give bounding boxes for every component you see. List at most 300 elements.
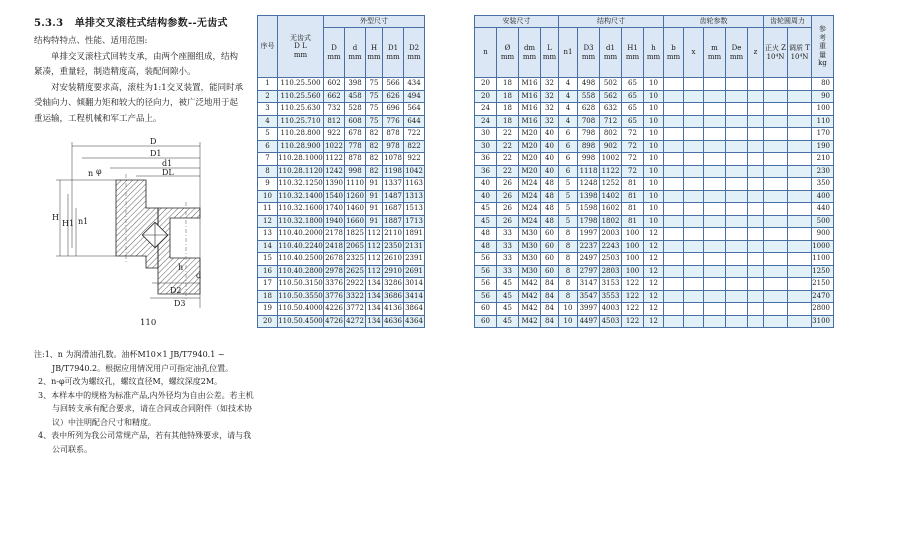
table-cell-empty	[764, 278, 788, 291]
table-cell-weight: 170	[812, 128, 834, 141]
table-cell: 3376	[324, 278, 345, 291]
table-cell-empty	[726, 90, 748, 103]
table-cell-empty	[764, 315, 788, 328]
table-row	[475, 90, 834, 103]
table-cell: 1242	[324, 165, 345, 178]
table-cell: 26	[497, 190, 519, 203]
table-cell: 122	[622, 315, 644, 328]
table-cell-empty	[788, 303, 812, 316]
inner-ring-section	[158, 208, 200, 294]
table-cell: 3	[258, 103, 278, 116]
table-cell-empty	[748, 265, 764, 278]
table-row	[475, 78, 834, 91]
table-cell: 434	[404, 78, 425, 91]
table-cell: 40	[541, 140, 559, 153]
table-cell-empty	[684, 265, 704, 278]
table-cell-empty	[748, 290, 764, 303]
table-cell-empty	[764, 253, 788, 266]
table-cell: 558	[578, 90, 600, 103]
table-cell: 100	[622, 253, 644, 266]
table-cell: 6	[559, 153, 578, 166]
table-cell: 84	[541, 278, 559, 291]
table-cell: 110.32.1600	[278, 203, 324, 216]
table-cell-empty	[684, 165, 704, 178]
table-cell: M16	[519, 103, 541, 116]
table-cell: 1110	[345, 178, 366, 191]
table-cell: 722	[404, 128, 425, 141]
header-phi: Ø mm	[497, 28, 519, 78]
table-cell-empty	[748, 215, 764, 228]
table-cell: 91	[366, 215, 383, 228]
table-cell: 15	[258, 253, 278, 266]
table-cell-empty	[664, 153, 684, 166]
table-cell-empty	[764, 103, 788, 116]
table-cell: 11	[258, 203, 278, 216]
table-cell: 40	[541, 128, 559, 141]
table-cell-empty	[764, 203, 788, 216]
table-cell-weight: 1100	[812, 253, 834, 266]
table-cell: 112	[366, 228, 383, 241]
header-n1: n1	[559, 28, 578, 78]
table-cell-empty	[764, 128, 788, 141]
table-cell: 22	[497, 140, 519, 153]
table-cell: 1940	[324, 215, 345, 228]
table-cell: 110.25.710	[278, 115, 324, 128]
table-cell-empty	[788, 153, 812, 166]
table-row	[475, 278, 834, 291]
table-cell: 1	[258, 78, 278, 91]
table-cell: 4226	[324, 303, 345, 316]
table-cell-empty	[664, 315, 684, 328]
table-cell: 2237	[578, 240, 600, 253]
table-cell-empty	[726, 290, 748, 303]
table-cell: 712	[600, 115, 622, 128]
table-cell: 82	[366, 128, 383, 141]
table-cell-empty	[748, 253, 764, 266]
label-DL: DL	[162, 168, 174, 177]
table-cell: 4272	[345, 315, 366, 328]
table-cell: 32	[541, 90, 559, 103]
table-cell: 110.28.800	[278, 128, 324, 141]
table-cell-empty	[788, 103, 812, 116]
table-cell: 33	[497, 265, 519, 278]
table-cell: M20	[519, 165, 541, 178]
table-row	[258, 165, 425, 178]
table-row	[475, 165, 834, 178]
table-cell: 110.25.500	[278, 78, 324, 91]
table-cell-weight: 440	[812, 203, 834, 216]
table-cell: 40	[475, 190, 497, 203]
table-cell: 1602	[600, 203, 622, 216]
table-cell-empty	[764, 265, 788, 278]
table-cell: 798	[578, 128, 600, 141]
notes	[34, 348, 259, 456]
table-cell-empty	[764, 78, 788, 91]
table-cell: 22	[497, 128, 519, 141]
table-cell: 1460	[345, 203, 366, 216]
note-4: 4、表中所列为我公司常规产品，若有其他特殊要求，请与我公司联系。	[38, 431, 252, 454]
table-cell: 662	[324, 90, 345, 103]
table-cell: 56	[475, 265, 497, 278]
table-cell: 3864	[404, 303, 425, 316]
table-cell: 72	[622, 165, 644, 178]
table-cell: 2910	[383, 265, 404, 278]
table-cell-empty	[726, 78, 748, 91]
header-b: b mm	[664, 28, 684, 78]
table-cell-empty	[664, 290, 684, 303]
table-cell: M30	[519, 240, 541, 253]
table-row	[475, 265, 834, 278]
table-cell: 91	[366, 190, 383, 203]
table-row	[258, 278, 425, 291]
table-cell: 18	[258, 290, 278, 303]
table-cell: 1598	[578, 203, 600, 216]
table-cell: 3414	[404, 290, 425, 303]
table-cell: 84	[541, 315, 559, 328]
header-n: n	[475, 28, 497, 78]
table-cell-empty	[664, 140, 684, 153]
table-cell: 65	[622, 103, 644, 116]
table-cell: 60	[475, 315, 497, 328]
table-row	[258, 265, 425, 278]
table-cell: 65	[622, 115, 644, 128]
label-h: h	[178, 263, 184, 272]
table-row	[475, 115, 834, 128]
table-cell: 3776	[324, 290, 345, 303]
table-cell: 100	[622, 240, 644, 253]
intro-para-1: 单排交叉滚柱式回转支承，由两个座圈组成，结构紧凑，重量轻，制造精度高，装配间隙小。	[34, 51, 239, 77]
table-cell: 922	[324, 128, 345, 141]
header-dm: dm mm	[519, 28, 541, 78]
table-cell-empty	[664, 190, 684, 203]
table-cell-empty	[788, 90, 812, 103]
table-row	[258, 240, 425, 253]
bearing-section-drawing	[50, 138, 230, 310]
note-1: 注:1、n 为润滑油孔数。油杯M10×1 JB/T7940.1 ~ JB/T7940.2。根据应用情况用户可指定油孔位置。	[34, 350, 234, 373]
table-cell: 45	[497, 315, 519, 328]
table-cell-empty	[726, 128, 748, 141]
table-cell-empty	[726, 203, 748, 216]
table-cell: 628	[578, 103, 600, 116]
header-H1: H1 mm	[622, 28, 644, 78]
table-cell: 112	[366, 265, 383, 278]
header-D: D mm	[324, 28, 345, 78]
table-cell: 5	[559, 190, 578, 203]
table-cell: 72	[622, 140, 644, 153]
table-cell: 8	[559, 290, 578, 303]
table-cell-empty	[684, 190, 704, 203]
table-cell-empty	[704, 90, 726, 103]
table-cell: 40	[541, 165, 559, 178]
table-cell-empty	[704, 178, 726, 191]
table-cell: 4	[559, 115, 578, 128]
table-cell: 110.28.1120	[278, 165, 324, 178]
left-parameter-table	[257, 15, 425, 328]
table-cell: 19	[258, 303, 278, 316]
table-cell: 18	[497, 90, 519, 103]
table-cell: 82	[366, 165, 383, 178]
table-cell: 1740	[324, 203, 345, 216]
table-cell: 65	[622, 90, 644, 103]
table-row	[258, 115, 425, 128]
table-row	[258, 290, 425, 303]
table-cell-empty	[764, 115, 788, 128]
table-cell: 1487	[383, 190, 404, 203]
table-row	[258, 315, 425, 328]
table-cell: 110.50.4000	[278, 303, 324, 316]
header-no: 序号	[258, 16, 278, 78]
table-cell-empty	[748, 303, 764, 316]
table-cell: 998	[578, 153, 600, 166]
table-cell-empty	[726, 140, 748, 153]
table-cell: 75	[366, 103, 383, 116]
table-cell: 8	[559, 240, 578, 253]
table-cell: 6	[559, 165, 578, 178]
figure-number: 110	[140, 318, 157, 328]
table-cell-empty	[704, 115, 726, 128]
table-cell: M24	[519, 190, 541, 203]
table-cell-empty	[684, 178, 704, 191]
table-cell-empty	[726, 103, 748, 116]
table-cell: 1398	[578, 190, 600, 203]
label-d: d	[196, 271, 202, 280]
table-cell: 1513	[404, 203, 425, 216]
table-cell-empty	[788, 290, 812, 303]
table-cell: 12	[644, 228, 664, 241]
label-D: D	[150, 138, 157, 146]
table-cell: 1825	[345, 228, 366, 241]
table-cell: 45	[475, 215, 497, 228]
table-cell: 2691	[404, 265, 425, 278]
table-cell: 2625	[345, 265, 366, 278]
table-cell: M30	[519, 265, 541, 278]
table-row	[258, 228, 425, 241]
table-cell: 48	[541, 190, 559, 203]
table-row	[258, 90, 425, 103]
table-cell: 20	[475, 78, 497, 91]
table-row	[258, 303, 425, 316]
intro-para-2: 对安装精度要求高，滚柱为1:1交叉装置，能同时承受轴向力、倾翻力矩和较大的径向力，被广泛地用于起重运输，工程机械和军工产品上。	[34, 82, 244, 124]
table-cell: 2503	[600, 253, 622, 266]
table-cell-weight: 1250	[812, 265, 834, 278]
table-cell: M20	[519, 128, 541, 141]
table-cell: 10	[559, 303, 578, 316]
header-gear-parameters: 齿轮参数	[664, 16, 764, 28]
table-cell: 502	[600, 78, 622, 91]
table-cell: 40	[475, 178, 497, 191]
table-cell: 2391	[404, 253, 425, 266]
table-cell: 6	[258, 140, 278, 153]
table-cell: 5	[559, 203, 578, 216]
table-cell: 110.25.630	[278, 103, 324, 116]
table-cell: 626	[383, 90, 404, 103]
table-cell: 12	[644, 240, 664, 253]
header-D3: D3 mm	[578, 28, 600, 78]
table-cell-empty	[748, 103, 764, 116]
table-cell: 56	[475, 253, 497, 266]
table-cell-empty	[764, 90, 788, 103]
header-z: z	[748, 28, 764, 78]
table-cell: M24	[519, 203, 541, 216]
right-subheader-row	[475, 28, 834, 78]
table-cell: 1891	[404, 228, 425, 241]
table-row	[258, 78, 425, 91]
table-cell-weight: 1000	[812, 240, 834, 253]
table-cell: 1002	[600, 153, 622, 166]
table-cell: 10	[644, 78, 664, 91]
header-x: x	[684, 28, 704, 78]
intro-text	[34, 34, 246, 127]
table-row	[258, 253, 425, 266]
table-cell: 878	[383, 128, 404, 141]
table-cell: 48	[475, 228, 497, 241]
table-cell-empty	[664, 215, 684, 228]
table-cell-empty	[764, 215, 788, 228]
table-cell-empty	[684, 228, 704, 241]
table-cell-empty	[704, 140, 726, 153]
table-cell: 1798	[578, 215, 600, 228]
table-cell: M20	[519, 153, 541, 166]
table-cell: 134	[366, 278, 383, 291]
table-cell: 4497	[578, 315, 600, 328]
table-cell-empty	[704, 103, 726, 116]
header-H: H mm	[366, 28, 383, 78]
table-cell: 75	[366, 90, 383, 103]
table-row	[475, 240, 834, 253]
table-cell: 8	[559, 253, 578, 266]
header-weight: 参 考 重 量 kg	[812, 16, 834, 78]
table-cell: 564	[404, 103, 425, 116]
table-cell-empty	[788, 228, 812, 241]
table-row	[475, 290, 834, 303]
table-cell-empty	[704, 278, 726, 291]
header-model: 无齿式 D L mm	[278, 16, 324, 78]
table-cell-empty	[704, 303, 726, 316]
table-cell: M16	[519, 90, 541, 103]
table-cell: 1122	[600, 165, 622, 178]
table-cell: 1163	[404, 178, 425, 191]
table-cell: 2131	[404, 240, 425, 253]
table-cell: M24	[519, 215, 541, 228]
table-cell: 608	[345, 115, 366, 128]
table-cell: 922	[404, 153, 425, 166]
table-cell-empty	[788, 78, 812, 91]
table-cell-empty	[788, 265, 812, 278]
header-outer-dimensions: 外型尺寸	[324, 16, 425, 28]
table-cell: 1713	[404, 215, 425, 228]
table-cell: 10	[559, 315, 578, 328]
table-cell: 1660	[345, 215, 366, 228]
table-cell: 1198	[383, 165, 404, 178]
table-cell: 110.50.3150	[278, 278, 324, 291]
table-cell: 112	[366, 240, 383, 253]
table-cell: 644	[404, 115, 425, 128]
table-cell: 3014	[404, 278, 425, 291]
table-cell-empty	[664, 303, 684, 316]
table-cell: 2497	[578, 253, 600, 266]
table-row	[475, 153, 834, 166]
header-structure-dimensions: 结构尺寸	[559, 16, 664, 28]
table-cell-empty	[664, 228, 684, 241]
table-cell-weight: 80	[812, 78, 834, 91]
table-cell: 4	[559, 78, 578, 91]
table-cell: 2003	[600, 228, 622, 241]
table-cell: 4	[258, 115, 278, 128]
table-row	[475, 128, 834, 141]
section-title-text: 单排交叉滚柱式结构参数--无齿式	[74, 18, 228, 29]
table-cell-empty	[788, 178, 812, 191]
table-cell: 60	[541, 240, 559, 253]
table-cell-empty	[664, 165, 684, 178]
table-cell-empty	[664, 128, 684, 141]
table-cell: 3997	[578, 303, 600, 316]
header-force-Z: 正火 Z 10⁴N	[764, 28, 788, 78]
table-cell: 134	[366, 303, 383, 316]
table-cell-empty	[726, 190, 748, 203]
table-cell-empty	[748, 178, 764, 191]
table-cell: 84	[541, 290, 559, 303]
table-cell: 4	[559, 90, 578, 103]
table-cell-weight: 400	[812, 190, 834, 203]
table-cell: 45	[497, 290, 519, 303]
table-cell-empty	[704, 165, 726, 178]
label-n1: n1	[78, 217, 89, 226]
table-cell-empty	[664, 240, 684, 253]
table-cell-weight: 110	[812, 115, 834, 128]
table-cell-empty	[704, 215, 726, 228]
table-cell-empty	[726, 265, 748, 278]
table-cell: 2243	[600, 240, 622, 253]
table-cell: 75	[366, 115, 383, 128]
table-cell: 30	[475, 128, 497, 141]
table-cell: 12	[258, 215, 278, 228]
table-cell-empty	[684, 90, 704, 103]
table-cell: 1687	[383, 203, 404, 216]
table-row	[258, 140, 425, 153]
table-cell-weight: 500	[812, 215, 834, 228]
table-cell: 12	[644, 303, 664, 316]
right-parameter-table	[474, 15, 834, 328]
label-phi: φ	[96, 167, 102, 176]
table-cell-empty	[664, 115, 684, 128]
table-cell-empty	[726, 153, 748, 166]
table-cell-empty	[748, 240, 764, 253]
table-cell-empty	[726, 303, 748, 316]
table-cell: 2922	[345, 278, 366, 291]
table-cell-empty	[726, 240, 748, 253]
table-cell-empty	[764, 228, 788, 241]
table-cell-empty	[664, 103, 684, 116]
table-cell: 24	[475, 103, 497, 116]
header-d: d mm	[345, 28, 366, 78]
table-cell: 1997	[578, 228, 600, 241]
table-row	[475, 103, 834, 116]
section-title	[34, 14, 228, 29]
table-cell: 75	[366, 78, 383, 91]
table-cell-empty	[684, 153, 704, 166]
table-cell-empty	[748, 128, 764, 141]
table-cell: 26	[497, 203, 519, 216]
table-cell-weight: 350	[812, 178, 834, 191]
intro-heading: 结构特特点、性能、适用范围:	[34, 36, 148, 46]
table-cell: 36	[475, 153, 497, 166]
table-cell: 5	[559, 178, 578, 191]
table-cell: 110.50.3550	[278, 290, 324, 303]
table-cell: 122	[622, 290, 644, 303]
table-cell: 30	[475, 140, 497, 153]
table-cell: 2610	[383, 253, 404, 266]
table-cell-empty	[764, 303, 788, 316]
